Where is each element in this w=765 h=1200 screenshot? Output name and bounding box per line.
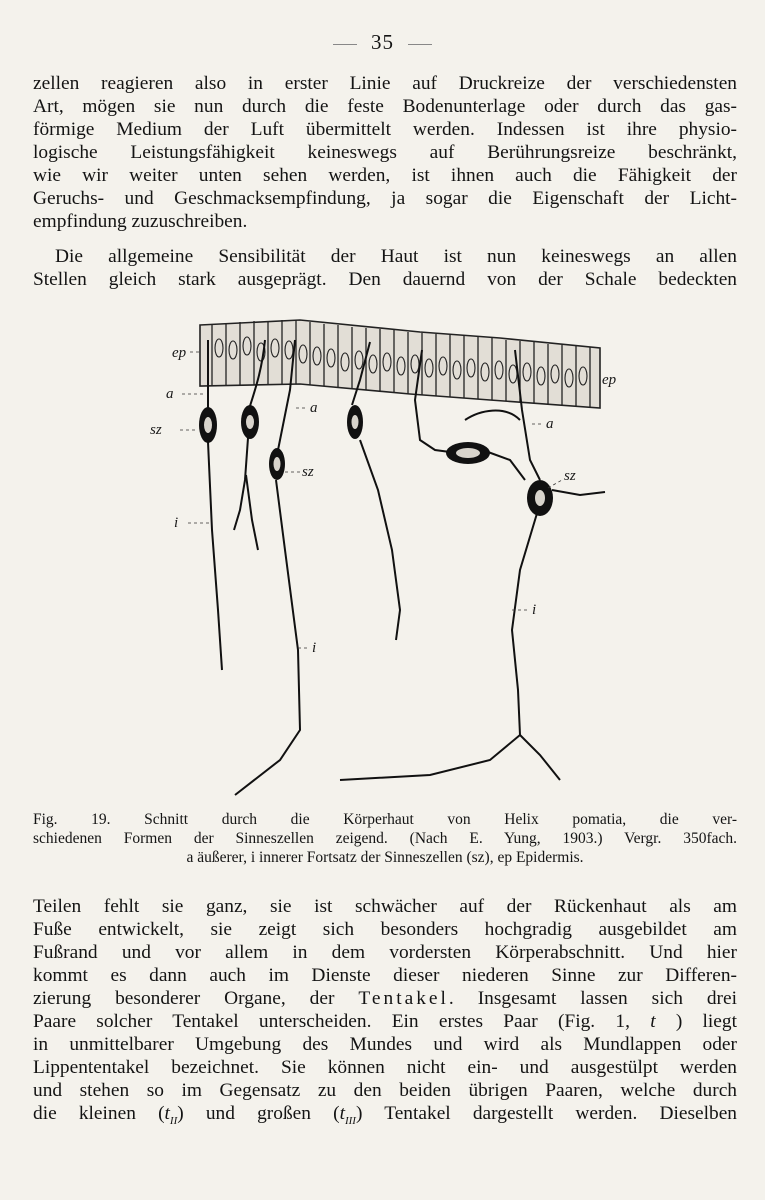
label-sz-3: sz [564,468,576,484]
label-i-1: i [174,515,179,531]
paragraph-3-line: und stehen so im Gegensatz zu den beiden übrigen Paaren, welche durch [33,1080,737,1101]
subscript: III [344,1114,356,1127]
text-run: ) liegt [655,1011,737,1032]
paragraph-2-line: Die allgemeine Sensibilität der Haut ist nun keineswegs an allen [55,246,737,267]
text-run: ) und großen ( [177,1103,340,1124]
symbol-t: t [339,1103,345,1124]
label-a-2: a [310,400,318,416]
page-number-dash-left [333,44,357,45]
paragraph-3 [33,895,737,1133]
text-run: Paare solcher Tentakel unterscheiden. Ein erstes Paar (Fig. 1, [33,1011,651,1032]
page-number [0,30,765,55]
label-ep-right: ep [602,372,617,388]
paragraph-1-line: empfindung zuzuschreiben. [33,211,248,232]
label-ep-left: ep [172,345,187,361]
caption-line-3: a äußerer, i innerer Fortsatz der Sinneszellen (sz), ep Epidermis. [186,849,584,866]
paragraph-3-line: Teilen fehlt sie ganz, sie ist schwächer auf der Rückenhaut als am [33,896,737,917]
text-run: . Insgesamt lassen sich drei [448,988,737,1009]
paragraph-3-line [33,1102,737,1133]
paragraph-3-line: kommt es dann auch im Dienste dieser niederen Sinne zur Differen- [33,965,737,986]
caption-line-1: Fig. 19. Schnitt durch die Körperhaut von Helix pomatia, die ver- [33,811,737,828]
symbol-t: t [650,1011,656,1032]
paragraph-2-line: Stellen gleich stark ausgeprägt. Den dauernd von der Schale bedeckten [33,269,737,290]
symbol-t-III [339,1103,356,1127]
page-number-dash-right [408,44,432,45]
sensory-cells [208,340,605,795]
epidermis-layer [200,320,600,408]
paragraph-1 [33,72,737,233]
text-run: die kleinen ( [33,1103,165,1124]
paragraph-1-line: wie wir weiter unten sehen werden, ist ihnen auch die Fähigkeit der [33,165,737,186]
paragraph-1-line: Geruchs- und Geschmacksempfindung, ja sogar die Eigenschaft der Licht- [33,188,737,209]
paragraph-1-line: förmige Medium der Luft übermittelt werden. Indessen ist ihre physio- [33,119,737,140]
figure-skin-section [150,310,620,800]
label-a-1: a [166,386,174,402]
paragraph-3-line: Fußrand und vor allem in dem vordersten Körperabschnitt. Und hier [33,942,737,963]
paragraph-3-line [33,987,737,1010]
page-number-text: 35 [371,30,394,54]
label-sz-2: sz [302,464,314,480]
subscript: II [169,1114,178,1127]
paragraph-3-line [33,1010,737,1033]
spaced-term-tentakel: Tentakel [358,988,449,1009]
text-run: ) Tentakel dargestellt werden. Dieselben [355,1103,737,1124]
paragraph-1-line: Art, mögen sie nun durch die feste Bodenunterlage oder durch das gas- [33,96,737,117]
label-i-3: i [532,602,537,618]
paragraph-3-line: in unmittelbarer Umgebung des Mundes und wird als Mundlappen oder [33,1034,737,1055]
paragraph-1-line: logische Leistungsfähigkeit keineswegs auf Berührungsreize beschränkt, [33,142,737,163]
label-a-3: a [546,416,554,432]
label-i-2: i [312,640,317,656]
caption-line-2: schiedenen Formen der Sinneszellen zeigend. (Nach E. Yung, 1903.) Vergr. 350fach. [33,830,737,847]
paragraph-2 [33,245,737,291]
symbol-t: t [164,1103,170,1124]
figure-caption [33,810,737,867]
paragraph-3-line: Fuße entwickelt, sie zeigt sich besonders hochgradig ausgebildet am [33,919,737,940]
paragraph-1-line: zellen reagieren also in erster Linie auf Druckreize der verschiedensten [33,73,737,94]
paragraph-3-line: Lippententakel bezeichnet. Sie können nicht ein- und ausgestülpt werden [33,1057,737,1078]
symbol-t-II [164,1103,178,1127]
text-run: zierung besonderer Organe, der [33,988,359,1009]
figure-illustration [150,310,620,800]
label-sz-1: sz [150,422,162,438]
